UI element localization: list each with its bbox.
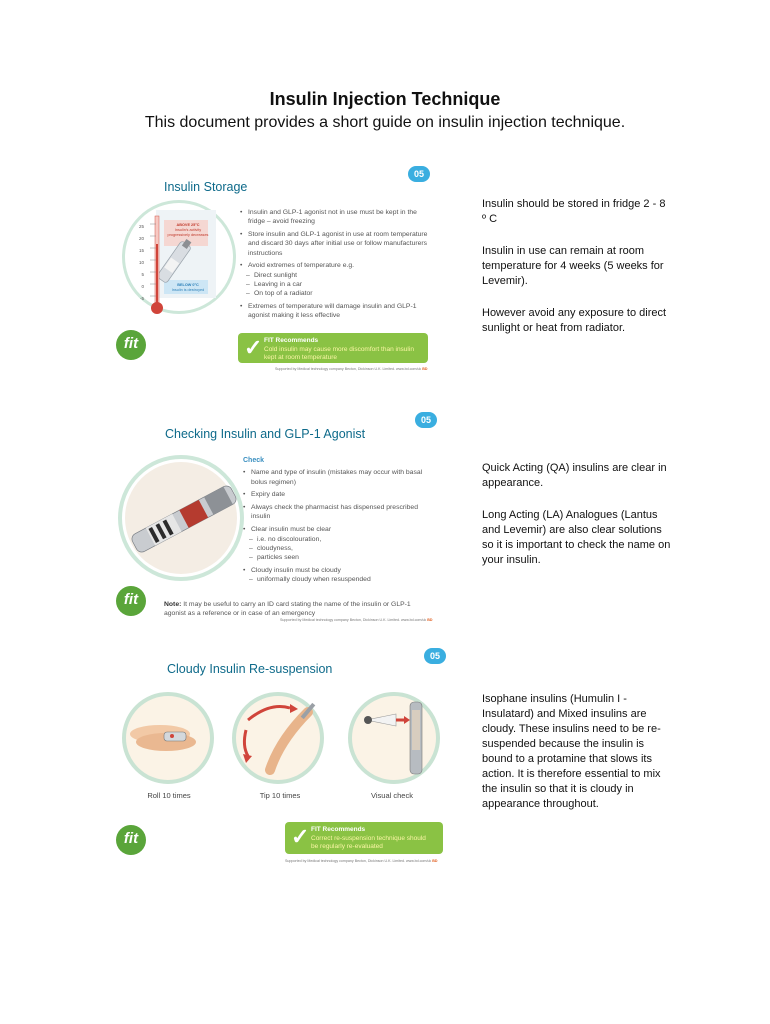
list-item: • Expiry date [251,490,428,499]
card-footer: Supported by Medical technology company Becton, Dickinson U.K. Limited. www.bd.com/uk BD [285,859,438,863]
cloudy-side-notes [482,692,672,829]
section-badge: 05 [408,166,430,182]
scale-tick: -5 [139,296,144,301]
checkmark-icon: ✓ [244,335,263,360]
side-paragraph: Isophane insulins (Humulin I - Insulatard) and Mixed insulins are cloudy. These insulins need to be re-suspended because the insulin is bound to a protamine that slows its action. It is therefore essential to mix the insulin so that it is cloudy in appearance throughout. [482,693,661,810]
list-item: • Clear insulin must be clear [251,525,428,534]
list-item: • Cloudy insulin must be cloudy [251,566,428,575]
checkmark-icon: ✓ [291,824,310,849]
list-item: • Avoid extremes of temperature e.g. [248,261,428,270]
section-badge: 05 [424,648,446,664]
sub-list-item: – uniformally cloudy when resuspended [257,575,428,584]
fit-recommends-box [238,333,428,363]
insulin-pen-illustration [122,459,238,577]
card-title: Checking Insulin and GLP-1 Agonist [165,427,366,441]
storage-side-notes [482,197,672,353]
scale-tick: 25 [138,224,144,229]
check-heading: Check [243,457,265,464]
checking-side-notes [482,461,672,585]
section-badge: 05 [415,412,437,428]
sub-list-item: – i.e. no discolouration, [257,535,428,544]
fit-logo: fit [116,586,146,616]
bd-logo: BD [427,618,433,622]
side-paragraph: Long Acting (LA) Analogues (Lantus and Levemir) are also clear solutions so it is important to check the name on your insulin. [482,509,671,566]
card-note: Note: It may be useful to carry an ID card stating the name of the insulin or GLP-1 agonist as a reference or in case of an emergency [164,601,411,618]
thermometer-scale [130,221,144,305]
card-title: Insulin Storage [164,180,248,194]
list-item: • Always check the pharmacist has dispensed prescribed insulin [251,503,428,522]
side-paragraph: Insulin in use can remain at room temperature for 4 weeks (5 weeks for Levemir). [482,245,664,287]
bd-logo: BD [432,859,438,863]
fit-logo: fit [116,330,146,360]
side-paragraph: Quick Acting (QA) insulins are clear in appearance. [482,462,667,489]
recommend-title: FIT Recommends [264,337,319,344]
tip-illustration [230,690,326,786]
list-item: • Extremes of temperature will damage insulin and GLP-1 agonist making it less effective [248,302,428,321]
sub-list-item: – Leaving in a car [254,280,428,289]
scale-tick: 15 [138,248,144,253]
list-item: • Insulin and GLP-1 agonist not in use must be kept in the fridge – avoid freezing [248,208,428,227]
card-footer: Supported by Medical technology company Becton, Dickinson U.K. Limited. www.bd.com/uk BD [280,618,433,622]
list-item: • Store insulin and GLP-1 agonist in use at room temperature and discard 30 days after initial use or follow manufacturers instructions [248,230,428,258]
sub-list-item: – Direct sunlight [254,271,428,280]
side-paragraph: Insulin should be stored in fridge 2 - 8 º C [482,198,666,225]
step-caption: Roll 10 times [147,791,191,800]
sub-list-item: – On top of a radiator [254,289,428,298]
sub-list-item: – particles seen [257,553,428,562]
side-paragraph: However avoid any exposure to direct sunlight or heat from radiator. [482,307,667,334]
recommend-title: FIT Recommends [311,826,366,833]
scale-tick: 5 [141,272,144,277]
document-title: Insulin Injection Technique [269,89,501,109]
scale-tick: 20 [138,236,144,241]
step-caption: Tip 10 times [259,791,301,800]
above-temp-label: ABOVE 25°C Insulin's activity progressively decreases [167,223,209,237]
roll-illustration [120,690,216,786]
recommend-body: Correct re-suspension technique should be regularly re-evaluated [311,835,426,850]
document-subtitle: This document provides a short guide on insulin injection technique. [144,114,626,131]
below-temp-label: BELOW 0°C Insulin is destroyed [171,283,205,292]
card-footer: Supported by Medical technology company Becton, Dickinson U.K. Limited. www.bd.com/uk BD [275,367,428,371]
card-title: Cloudy Insulin Re-suspension [167,662,333,676]
visual-check-illustration [346,690,442,786]
fit-recommends-box [285,822,443,854]
bd-logo: BD [422,367,428,371]
sub-list-item: – cloudyness, [257,544,428,553]
storage-bullets [240,208,428,324]
fit-logo: fit [116,825,146,855]
scale-tick: 0 [141,284,144,289]
step-caption: Visual check [371,791,413,800]
checking-bullets [243,456,428,585]
list-item: • Name and type of insulin (mistakes may occur with basal bolus regimen) [251,468,428,487]
recommend-body: Cold insulin may cause more discomfort than insulin kept at room temperature [264,346,414,361]
scale-tick: 10 [138,260,144,265]
